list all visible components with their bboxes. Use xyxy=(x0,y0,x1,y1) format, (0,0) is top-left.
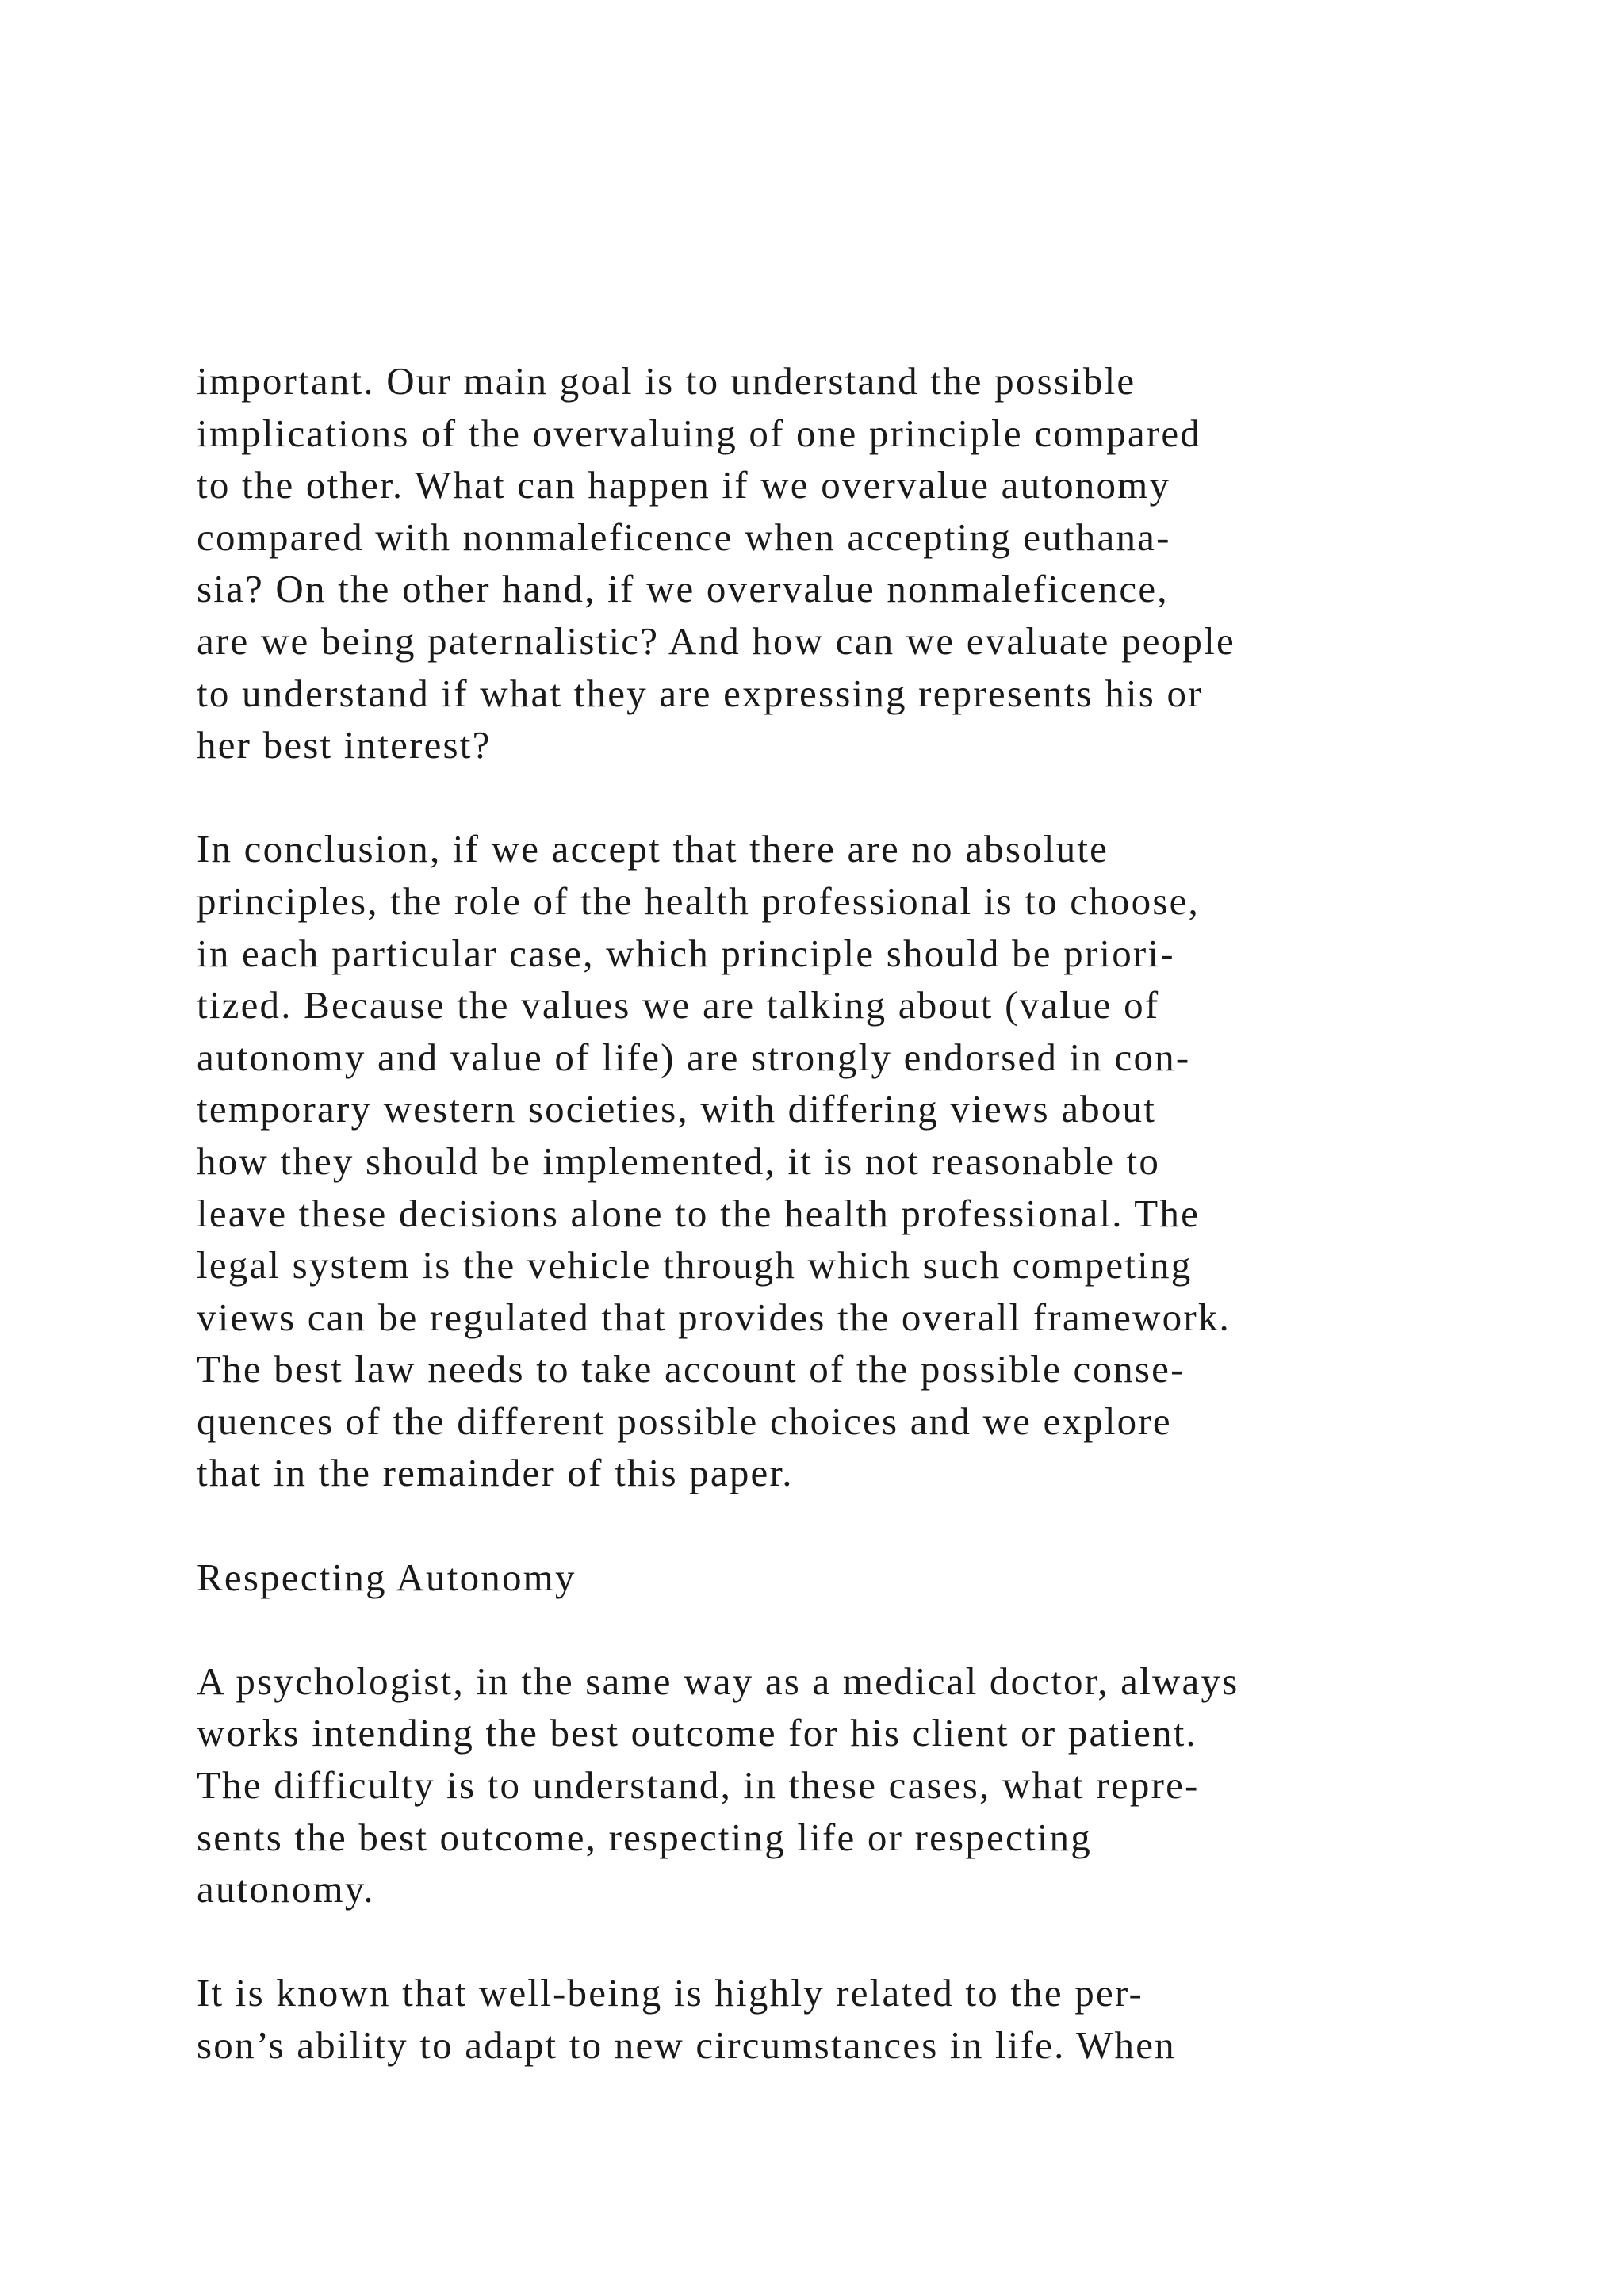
paragraph-gap xyxy=(197,771,1592,824)
text-line: her best interest? xyxy=(197,723,492,767)
paragraph-2 xyxy=(197,823,1592,1499)
text-line: implications of the overvaluing of one principle compared xyxy=(197,411,1202,455)
text-line: son’s ability to adapt to new circumstances in life. When xyxy=(197,2023,1176,2067)
paragraph-4 xyxy=(197,1967,1592,2071)
text-line: in each particular case, which principle should be priori- xyxy=(197,931,1175,975)
text-line: principles, the role of the health professional is to choose, xyxy=(197,878,1200,923)
document-body xyxy=(197,355,1592,2072)
text-line: A psychologist, in the same way as a medical doctor, always xyxy=(197,1659,1239,1703)
paragraph-gap xyxy=(197,1603,1592,1655)
text-line: sia? On the other hand, if we overvalue nonmaleficence, xyxy=(197,567,1169,611)
text-line: tized. Because the values we are talking about (value of xyxy=(197,983,1160,1027)
paragraph-1 xyxy=(197,355,1592,771)
text-line: works intending the best outcome for his client or patient. xyxy=(197,1711,1197,1755)
text-line: to the other. What can happen if we overvalue autonomy xyxy=(197,463,1171,507)
text-line: In conclusion, if we accept that there are no absolute xyxy=(197,827,1109,871)
text-line: sents the best outcome, respecting life or respecting xyxy=(197,1815,1092,1859)
text-line: views can be regulated that provides the overall framework. xyxy=(197,1295,1231,1339)
paragraph-gap xyxy=(197,1915,1592,1968)
text-line: autonomy. xyxy=(197,1867,375,1911)
text-line: It is known that well-being is highly related to the per- xyxy=(197,1971,1143,2015)
text-line: autonomy and value of life) are strongly endorsed in con- xyxy=(197,1035,1191,1079)
text-line: important. Our main goal is to understand the possible xyxy=(197,359,1136,403)
text-line: quences of the different possible choices and we explore xyxy=(197,1399,1172,1443)
section-heading xyxy=(197,1552,1592,1604)
text-line: how they should be implemented, it is not reasonable to xyxy=(197,1138,1161,1183)
paragraph-3 xyxy=(197,1655,1592,1915)
text-line: to understand if what they are expressing represents his or xyxy=(197,671,1203,715)
text-line: legal system is the vehicle through which such competing xyxy=(197,1243,1193,1288)
text-line: The best law needs to take account of the possible conse- xyxy=(197,1347,1185,1391)
text-line: temporary western societies, with differing views about xyxy=(197,1087,1157,1131)
text-line: leave these decisions alone to the health professional. The xyxy=(197,1191,1201,1235)
text-line: are we being paternalistic? And how can we evaluate people xyxy=(197,618,1235,663)
text-line: that in the remainder of this paper. xyxy=(197,1451,794,1495)
text-line: The difficulty is to understand, in these cases, what repre- xyxy=(197,1763,1200,1808)
paragraph-gap xyxy=(197,1499,1592,1552)
text-line: compared with nonmaleficence when accepting euthana- xyxy=(197,515,1171,559)
section-heading-text: Respecting Autonomy xyxy=(197,1555,576,1599)
